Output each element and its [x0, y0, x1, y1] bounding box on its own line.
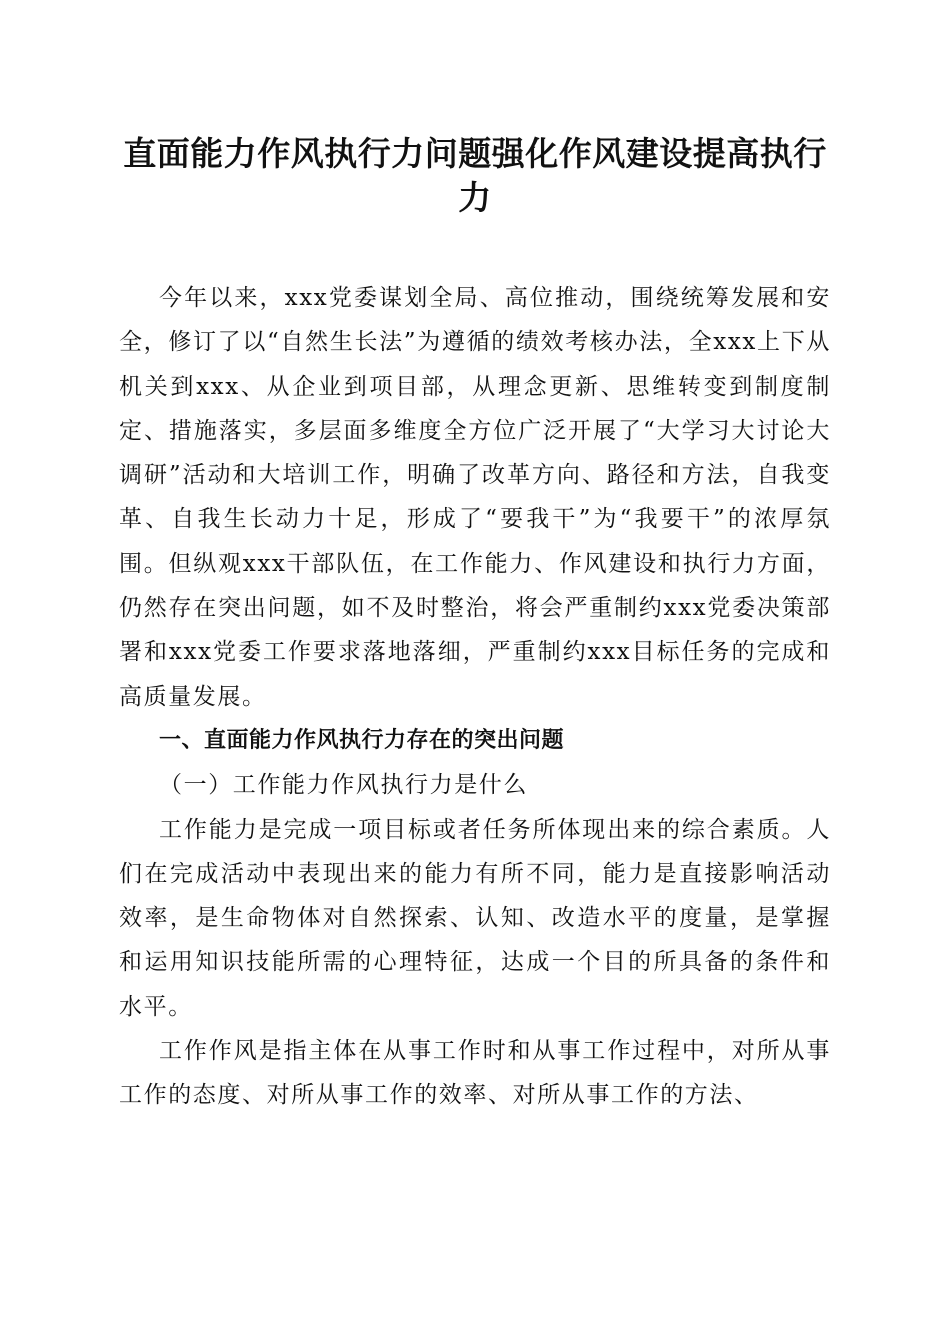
ability-paragraph: 工作能力是完成一项目标或者任务所体现出来的综合素质。人们在完成活动中表现出来的能力有所不同，能力是直接影响活动效率，是生命物体对自然探索、认知、改造水平的度量，是掌握和运用知识技能所需的心理特征，达成一个目的所具备的条件和水平。	[119, 816, 831, 1020]
document-body	[119, 276, 831, 1118]
intro-paragraph: 今年以来，xxx党委谋划全局、高位推动，围绕统筹发展和安全，修订了以“自然生长法”为遵循的绩效考核办法，全xxx上下从机关到xxx、从企业到项目部，从理念更新、思维转变到制度制定、措施落实，多层面多维度全方位广泛开展了“大学习大讨论大调研”活动和大培训工作，明确了改革方向、路径和方法，自我变革、自我生长动力十足，形成了“要我干”为“我要干”的浓厚氛围。但纵观xxx干部队伍，在工作能力、作风建设和执行力方面，仍然存在突出问题，如不及时整治，将会严重制约xxx党委决策部署和xxx党委工作要求落地落细，严重制约xxx目标任务的完成和高质量发展。	[119, 285, 831, 710]
section-heading: 一、直面能力作风执行力存在的突出问题	[159, 727, 565, 753]
document-title: 直面能力作风执行力问题强化作风建设提高执行力	[123, 134, 827, 217]
style-paragraph: 工作作风是指主体在从事工作时和从事工作过程中，对所从事工作的态度、对所从事工作的效率、对所从事工作的方法、	[119, 1038, 831, 1109]
subsection-heading: （一）工作能力作风执行力是什么	[159, 772, 528, 799]
